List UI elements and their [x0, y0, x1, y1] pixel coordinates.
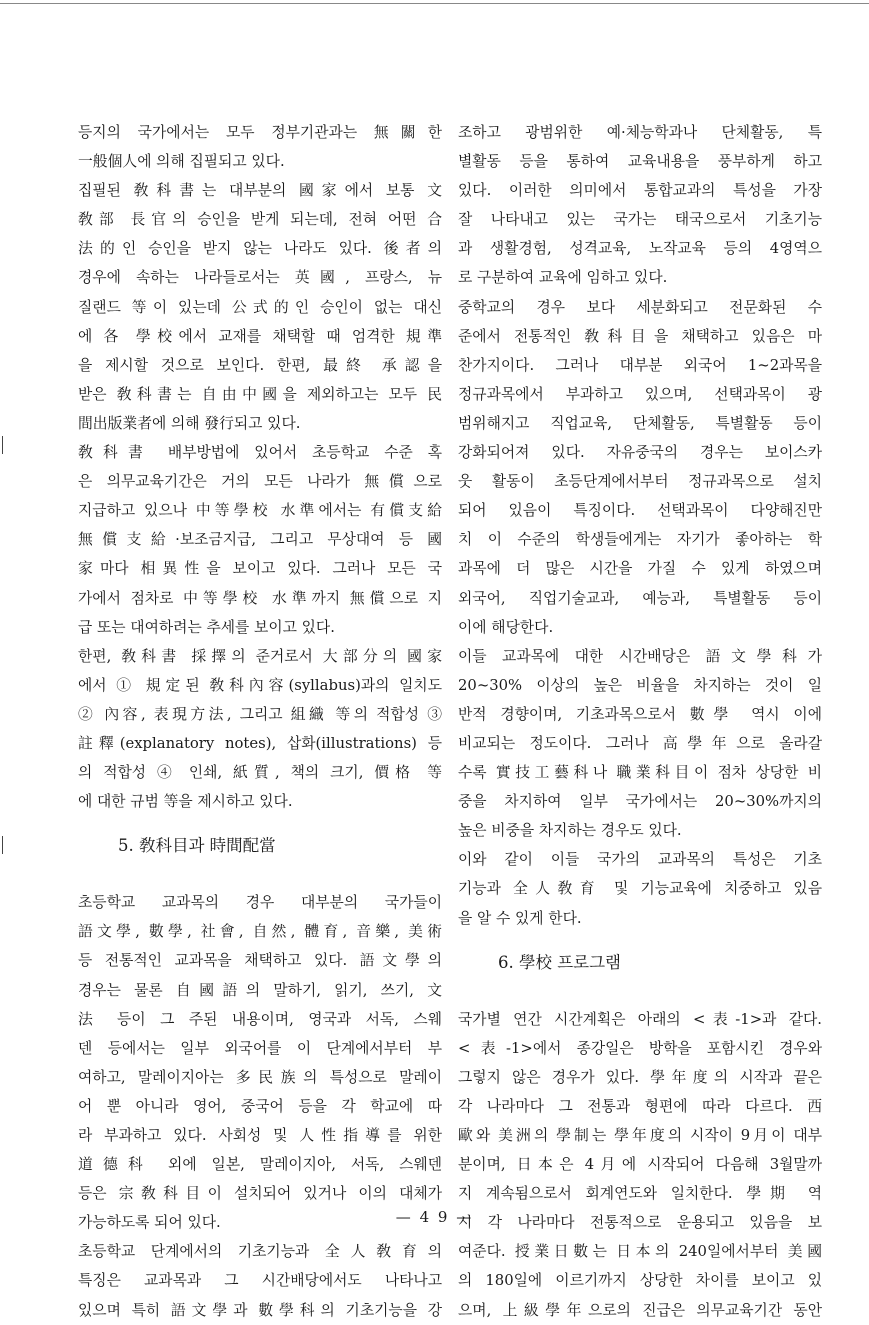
text-line: 급 또는 대여하려는 추세를 보이고 있다. [78, 618, 335, 636]
text-line: 되어 있음이 특징이다. 선택과목이 다양해진만 [458, 502, 822, 520]
text-line: 외국어, 직업기술교과, 예능과, 특별활동 등이 [458, 589, 822, 607]
text-line: 을 알 수 있게 한다. [458, 909, 582, 927]
text-line: 잘 나타내고 있는 국가는 태국으로서 기초기능 [458, 211, 822, 229]
top-rule [0, 3, 869, 4]
text-line: 초등학교 단계에서의 기초기능과 全人敎育의 [78, 1243, 442, 1261]
text-line: 초등학교 교과목의 경우 대부분의 국가들이 [78, 894, 442, 912]
right-column [458, 118, 822, 1325]
page-number: — 4 9 — [395, 1208, 474, 1226]
text-line: 지급하고 있으나 中等學校 水準에서는 有償支給 [78, 502, 442, 520]
text-line: 덴 등에서는 일부 외국어를 이 단계에서부터 부 [78, 1039, 442, 1057]
text-line: 반적 경향이며, 기초과목으로서 數學 역시 이에 [458, 705, 822, 723]
text-line: 질랜드 等이 있는데 公式的인 승인이 없는 대신 [78, 298, 442, 316]
text-line: <表-1>에서 종강일은 방학을 포함시킨 경우와 [458, 1039, 822, 1057]
text-line: 기능과 全人敎育 및 기능교육에 치중하고 있음 [458, 880, 822, 898]
text-line: 家마다 相異性을 보이고 있다. 그러나 모든 국 [78, 560, 442, 578]
text-line: 그렇지 않은 경우가 있다. 學年度의 시작과 끝은 [458, 1068, 822, 1086]
text-line: 집필된 敎科書는 대부분의 國家에서 보통 文 [78, 182, 442, 200]
text-line: 등은 宗敎科目이 설치되어 있거나 이의 대체가 [78, 1185, 442, 1203]
paragraph [78, 438, 442, 642]
text-line: 을 제시할 것으로 보인다. 한편, 最終 承認을 [78, 356, 442, 374]
text-line: 歐와 美洲의 學制는 學年度의 시작이 9月이 대부 [458, 1127, 822, 1144]
text-line: 이에 해당한다. [458, 618, 554, 636]
paragraph [458, 118, 822, 293]
text-line: 중을 차지하여 일부 국가에서는 20~30%까지의 [458, 793, 822, 811]
text-line: 조하고 광범위한 예·체능학과나 단체활동, 특 [458, 124, 822, 141]
paragraph [458, 293, 822, 642]
text-line: 여준다. 授業日數는 日本의 240일에서부터 美國 [458, 1243, 822, 1261]
text-line: 과 생활경험, 성격교육, 노작교육 등의 4영역으 [458, 240, 822, 258]
text-line: 등지의 국가에서는 모두 정부기관과는 無關한 [78, 124, 442, 141]
text-line: 웃 활동이 초등단계에서부터 정규과목으로 설치 [458, 473, 822, 491]
text-line: 범위해지고 직업교육, 단체활동, 특별활동 등이 [458, 414, 822, 432]
margin-mark [2, 836, 3, 854]
text-line: 과목에 더 많은 시간을 가질 수 있게 하였으며 [458, 560, 822, 578]
text-line: 특징은 교과목과 그 시간배당에서도 나타나고 [78, 1272, 442, 1290]
text-line: 별활동 등을 통하여 교육내용을 풍부하게 하고 [458, 153, 822, 171]
text-line: 받은 敎科書는 自由中國을 제외하고는 모두 民 [78, 385, 442, 403]
text-line: 은 의무교육기간은 거의 모든 나라가 無償으로 [78, 473, 442, 491]
text-line: 한편, 敎科書 採擇의 준거로서 大部分의 國家 [78, 647, 442, 665]
margin-mark [2, 436, 3, 454]
text-line: 국가별 연간 시간계획은 아래의 <表-1>과 같다. [458, 1010, 822, 1028]
text-line: 여하고, 말레이지아는 多民族의 특성으로 말레이 [78, 1068, 442, 1086]
text-line: 敎科書 배부방법에 있어서 초등학교 수준 혹 [78, 444, 442, 462]
text-line: 각 나라마다 그 전통과 형편에 따라 다르다. 西 [458, 1097, 822, 1115]
text-line: 가능하도록 되어 있다. [78, 1214, 221, 1232]
text-line: 間出版業者에 의해 發行되고 있다. [78, 414, 301, 432]
text-line: 정규과목에서 부과하고 있으며, 선택과목이 광 [458, 385, 822, 403]
paragraph [458, 1005, 822, 1325]
text-line: 라 부과하고 있다. 사회성 및 人性指導를 위한 [78, 1127, 442, 1144]
text-line: ② 內容, 表現方法, 그리고 組織 等의 적합성 ③ [78, 705, 442, 723]
text-line: 에서 ① 規定된 敎科內容(syllabus)과의 일치도 [78, 676, 442, 694]
paragraph [78, 176, 442, 438]
paragraph [78, 118, 442, 176]
paragraph [78, 642, 442, 817]
text-line: 法 등이 그 주된 내용이며, 영국과 서독, 스웨 [78, 1010, 442, 1028]
text-line: 치 이 수준의 학생들에게는 자기가 좋아하는 학 [458, 531, 822, 549]
paragraph [78, 1237, 442, 1324]
text-line: 20~30% 이상의 높은 비율을 차지하는 것이 일 [458, 676, 822, 694]
text-line: 의 180일에 이르기까지 상당한 차이를 보이고 있 [458, 1272, 822, 1290]
paragraph [78, 888, 442, 1237]
text-line: 註釋(explanatory notes), 삽화(illustrations) 등 [78, 734, 442, 752]
text-line: 중학교의 경우 보다 세분화되고 전문화된 수 [458, 298, 822, 316]
text-line: 敎部 長官의 승인을 받게 되는데, 전혀 어떤 合 [78, 211, 442, 229]
text-line: 으며, 上級學年으로의 진급은 의무교육기간 동안 [458, 1301, 822, 1319]
text-line: 분이며, 日本은 4月에 시작되어 다음해 3월말까 [458, 1156, 822, 1174]
text-line: 있으며 특히 語文學과 數學科의 기초기능을 강 [78, 1301, 442, 1319]
text-line: 道德科 외에 일본, 말레이지아, 서독, 스웨덴 [78, 1156, 442, 1174]
text-line: 이들 교과목에 대한 시간배당은 語文學科가 [458, 647, 822, 665]
paragraph [458, 845, 822, 932]
text-line: 강화되어져 있다. 자유중국의 경우는 보이스카 [458, 444, 822, 462]
text-line: 시 각 나라마다 전통적으로 운용되고 있음을 보 [458, 1214, 822, 1232]
text-line: 一般個人에 의해 집필되고 있다. [78, 153, 285, 171]
text-line: 비교되는 정도이다. 그러나 高學年으로 올라갈 [458, 734, 822, 752]
text-line: 法的인 승인을 받지 않는 나라도 있다. 後者의 [78, 240, 442, 258]
text-line: 등 전통적인 교과목을 채택하고 있다. 語文學의 [78, 952, 442, 970]
section-heading: 5. 敎科目과 時間配當 [118, 836, 276, 856]
text-line: 수록 實技工藝科나 職業科目이 점차 상당한 비 [458, 764, 822, 782]
text-line: 에 대한 규범 等을 제시하고 있다. [78, 793, 293, 811]
text-line: 의 적합성 ④ 인쇄, 紙質, 책의 크기, 價格 等 [78, 764, 442, 782]
text-line: 에 各 學校에서 교재를 채택할 때 엄격한 規準 [78, 327, 442, 345]
text-line: 가에서 점차로 中等學校 水準까지 無償으로 지 [78, 589, 442, 607]
left-column [78, 118, 442, 1325]
text-line: 경우에 속하는 나라들로서는 英國, 프랑스, 뉴 [78, 269, 442, 287]
text-line: 이와 같이 이들 국가의 교과목의 특성은 기초 [458, 851, 822, 869]
text-line: 있다. 이러한 의미에서 통합교과의 특성을 가장 [458, 182, 822, 200]
text-line: 어 뿐 아니라 영어, 중국어 등을 각 학교에 따 [78, 1097, 442, 1115]
text-line: 높은 비중을 차지하는 경우도 있다. [458, 822, 682, 840]
text-line: 준에서 전통적인 敎科目을 채택하고 있음은 마 [458, 327, 822, 345]
section-heading: 6. 學校 프로그램 [498, 952, 621, 972]
text-line: 지 계속됨으로서 회계연도와 일치한다. 學期 역 [458, 1185, 822, 1203]
paragraph [458, 642, 822, 846]
text-line: 경우는 물론 自國語의 말하기, 읽기, 쓰기, 文 [78, 981, 442, 999]
text-line: 無償支給·보조금지급, 그리고 무상대여 등 國 [78, 531, 442, 549]
text-line: 로 구분하여 교육에 임하고 있다. [458, 269, 668, 287]
text-line: 찬가지이다. 그러나 대부분 외국어 1~2과목을 [458, 356, 822, 374]
text-line: 語文學, 數學, 社會, 自然, 體育, 音樂, 美術 [78, 923, 442, 941]
